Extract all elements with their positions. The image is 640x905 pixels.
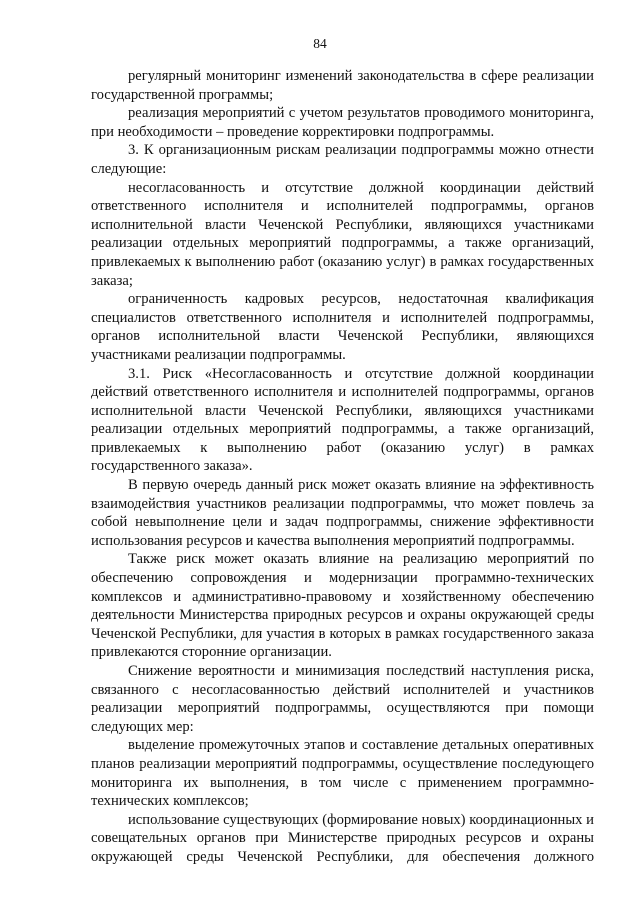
page-number: 84 bbox=[313, 36, 327, 51]
paragraph: реализация мероприятий с учетом результатов проводимого мониторинга, при необходимости – проведение корректировки подпрограммы. bbox=[91, 105, 594, 140]
paragraph: Также риск может оказать влияние на реализацию мероприятий по обеспечению сопровождения и модернизации программно-технических комплексов и административно-правовому и хозяйственному обеспечению деятельности Министерства природных ресурсов и охраны окружающей среды Чеченской Республики, для участия в которых в рамках государственного заказа привлекаются сторонние организации. bbox=[91, 551, 594, 661]
paragraph: использование существующих (формирование новых) координационных и совещательных органов при Министерстве природных ресурсов и охраны окружающей среды Чеченской Республики, для обеспечения должного bbox=[91, 811, 594, 865]
paragraph: 3.1. Риск «Несогласованность и отсутствие должной координации действий ответственного исполнителя и исполнителей подпрограммы, органов исполнительной власти Чеченской Республики, являющихся участниками реализации отдельных мероприятий подпрограммы, а также организаций, привлекаемых к выполнению работ (оказанию услуг) в рамках государственного заказа». bbox=[91, 365, 594, 475]
paragraph: несогласованность и отсутствие должной координации действий ответственного исполнителя и исполнителей подпрограммы, органов исполнительной власти Чеченской Республики, являющихся участниками реализации отдельных мероприятий подпрограммы, а также организаций, привлекаемых к выполнению работ (оказанию услуг) в рамках государственных заказа; bbox=[91, 179, 594, 289]
paragraph: выделение промежуточных этапов и составление детальных оперативных планов реализации мероприятий подпрограммы, осуществление последующего мониторинга их выполнения, в том числе с применением программно-технических комплексов; bbox=[91, 737, 594, 810]
paragraph: В первую очередь данный риск может оказать влияние на эффективность взаимодействия участников реализации подпрограммы, что может повлечь за собой невыполнение цели и задач подпрограммы, снижение эффективности использования ресурсов и качества выполнения мероприятий подпрограммы. bbox=[91, 477, 594, 549]
paragraph: Снижение вероятности и минимизация последствий наступления риска, связанного с несогласованностью действий исполнителей и участников реализации мероприятий подпрограммы, осуществляются при помощи следующих мер: bbox=[91, 663, 594, 735]
paragraph: 3. К организационным рискам реализации подпрограммы можно отнести следующие: bbox=[91, 142, 594, 177]
document-body bbox=[91, 67, 594, 867]
paragraph: ограниченность кадровых ресурсов, недостаточная квалификация специалистов ответственного исполнителя и исполнителей подпрограммы, органов исполнительной власти Чеченской Республики, являющихся участниками реализации подпрограммы. bbox=[91, 291, 594, 363]
paragraph: регулярный мониторинг изменений законодательства в сфере реализации государственной программы; bbox=[91, 68, 594, 103]
